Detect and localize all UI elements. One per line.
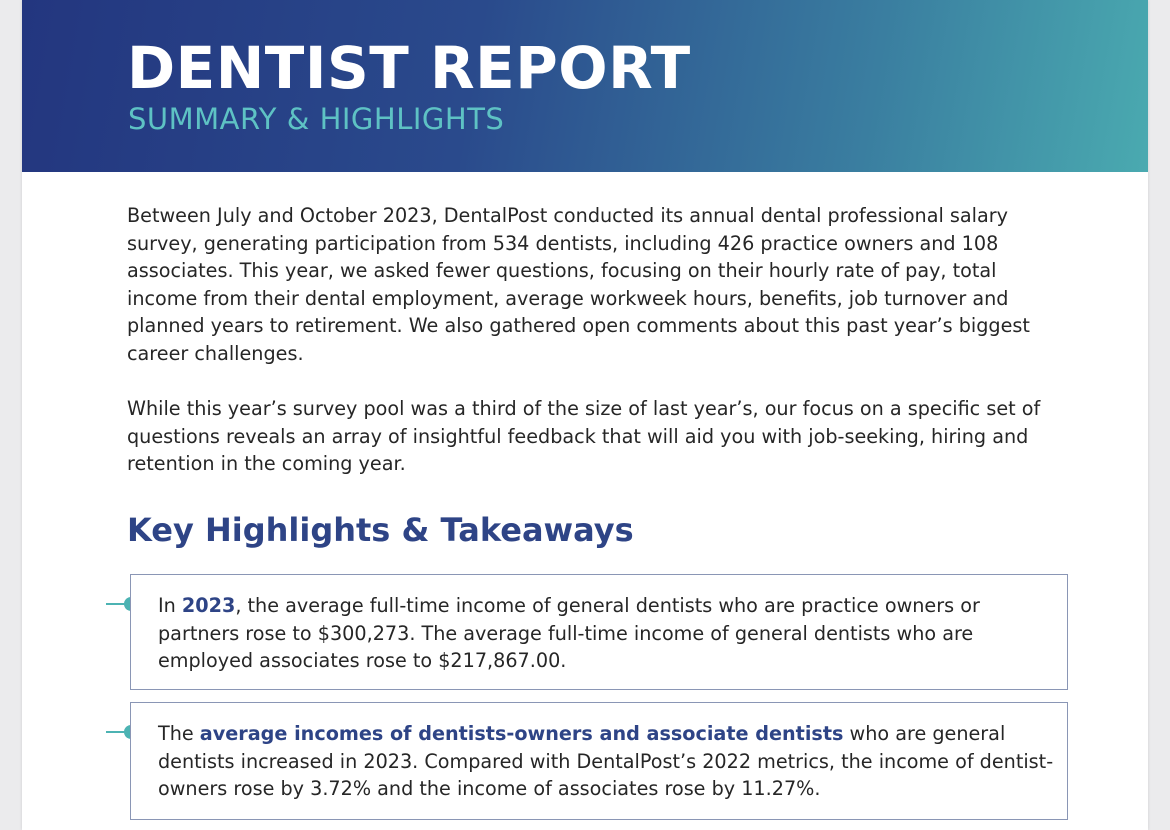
report-title: DENTIST REPORT (127, 34, 691, 102)
highlight-emphasis: average incomes of dentists-owners and associate dentists (199, 722, 844, 745)
report-banner (22, 0, 1148, 172)
intro-paragraph-1: Between July and October 2023, DentalPost conducted its annual dental professional salary survey, generating participation from 534 dentists, including 426 practice owners and 108 associates. This year, we asked fewer questions, focusing on their hourly rate of pay, total income from their dental employment, average workweek hours, benefits, job turnover and planned years to retirement. We also gathered open comments about this past year’s biggest career challenges. (127, 204, 1030, 365)
highlights-heading: Key Highlights & Takeaways (127, 511, 634, 549)
highlight-body: , the average full-time income of general dentists who are practice owners or partners rose to $300,273. The average full-time income of general dentists who are employed associates rose to $217,867.00. (158, 594, 980, 673)
intro-paragraph-2: While this year’s survey pool was a third of the size of last year’s, our focus on a specific set of questions reveals an array of insightful feedback that will aid you with job-seeking, hiring and retention in the coming year. (127, 397, 1041, 476)
highlight-body: who are general dentists increased in 2023. Compared with DentalPost’s 2022 metrics, the income of dentist-owners rose by 3.72% and the income of associates rose by 11.27%. (158, 722, 1054, 801)
report-page (22, 0, 1148, 830)
highlight-emphasis: 2023 (181, 594, 236, 617)
highlight-text-1 (158, 592, 1058, 675)
report-subtitle: SUMMARY & HIGHLIGHTS (128, 102, 505, 136)
highlight-prefix: In (158, 594, 182, 617)
highlight-box-1 (130, 574, 1068, 690)
highlight-box-2 (130, 702, 1068, 820)
highlight-text-2 (158, 720, 1058, 803)
highlight-prefix: The (158, 722, 200, 745)
